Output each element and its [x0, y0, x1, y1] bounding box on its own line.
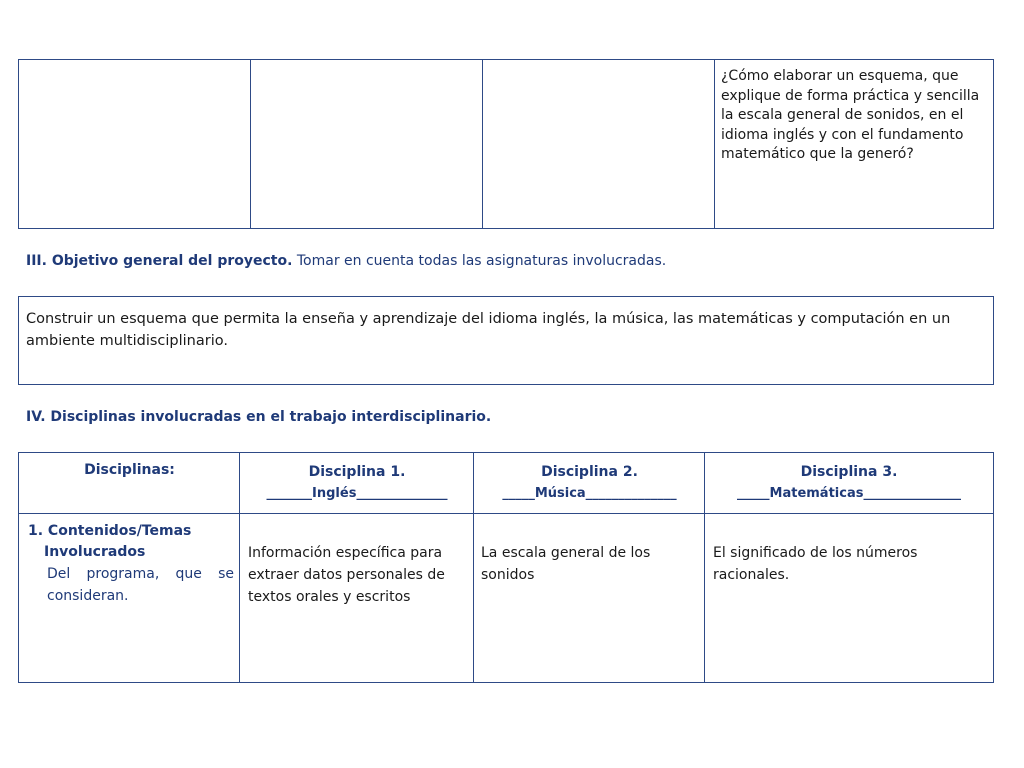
disciplines-table [18, 452, 994, 683]
row-1-sublabel: Del programa, que se consideran. [47, 566, 234, 604]
top-table-cell-3 [483, 60, 715, 228]
discipline-2-title: Disciplina 2. [541, 464, 638, 480]
section-3-note: Tomar en cuenta todas las asignaturas involucradas. [292, 253, 667, 269]
objective-text: Construir un esquema que permita la enseña y aprendizaje del idioma inglés, la música, las matemáticas y computación en un ambiente multidisciplinario. [26, 311, 951, 349]
top-table-cell-1 [19, 60, 251, 228]
header-discipline-2 [474, 462, 705, 504]
row-1-cell-english: Información específica para extraer datos personales de textos orales y escritos [248, 545, 445, 605]
discipline-3-title: Disciplina 3. [800, 464, 898, 480]
section-3-label: III. Objetivo general del proyecto. [26, 253, 293, 269]
row-1-cell-music: La escala general de los sonidos [481, 545, 651, 583]
discipline-1-subject: _______Inglés______________ [266, 486, 448, 501]
section-3-heading [26, 252, 986, 270]
driving-question: ¿Cómo elaborar un esquema, que explique de forma práctica y sencilla la escala general de sonidos, en el idioma inglés y con el fundamento matemático que la generó? [721, 68, 980, 162]
top-table-cell-2 [251, 60, 483, 228]
header-discipline-3 [705, 462, 993, 504]
discipline-1-title: Disciplina 1. [308, 464, 406, 480]
row-1-cell-math: El significado de los números racionales. [713, 545, 918, 583]
header-discipline-1 [240, 462, 474, 504]
row-1-label-line2: Involucrados [44, 544, 146, 560]
section-4-heading: IV. Disciplinas involucradas en el trabajo interdisciplinario. [26, 409, 492, 425]
discipline-2-subject: _____Música______________ [502, 486, 677, 501]
discipline-3-subject: _____Matemáticas_______________ [737, 486, 961, 501]
top-table-cell-4 [715, 60, 993, 228]
objective-box [18, 296, 994, 385]
row-1-label-line1: 1. Contenidos/Temas [28, 523, 192, 539]
top-table [18, 59, 994, 229]
row-1-label [28, 521, 234, 607]
header-disciplinas: Disciplinas: [84, 462, 175, 478]
